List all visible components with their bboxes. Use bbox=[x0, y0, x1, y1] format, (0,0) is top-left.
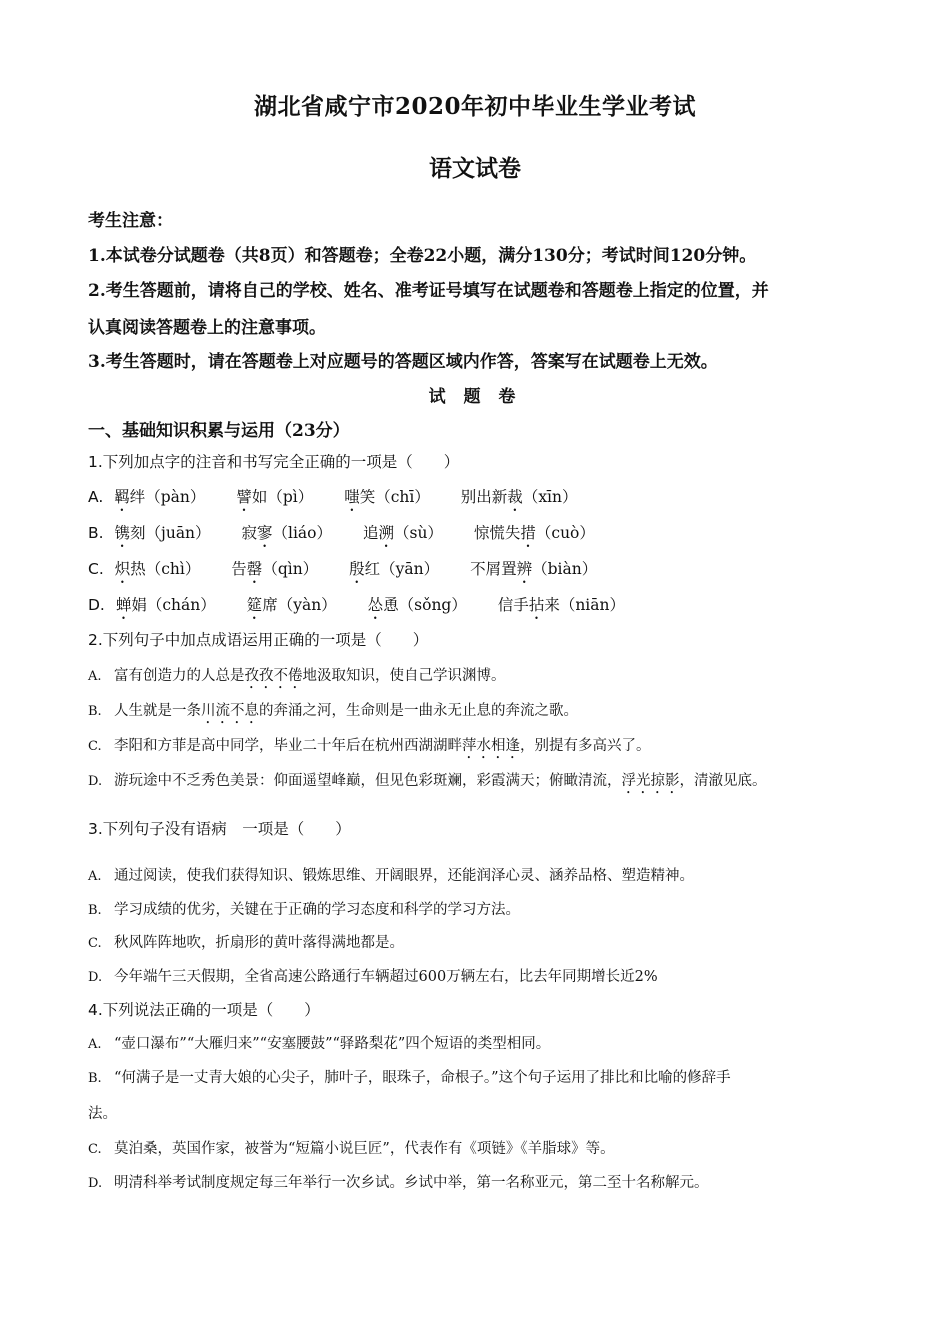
word: 镌刻（juān） bbox=[114, 524, 211, 542]
question-stem: 下列加点字的注音和书写完全正确的一项是（ ） bbox=[102, 453, 460, 471]
notice-item-1: 1.本试卷分试题卷（共8页）和答题卷；全卷22小题，满分130分；考试时间120分钟。 bbox=[88, 246, 757, 266]
word: 怂恿（sǒng） bbox=[367, 596, 467, 614]
q1-option-a: A. 羁绊（pàn） 譬如（pì） 嗤笑（chī） 别出新裁（xīn） bbox=[88, 488, 578, 506]
exam-subtitle: 语文试卷 bbox=[429, 155, 521, 182]
word: 蝉娟（chán） bbox=[115, 596, 216, 614]
q2-option-c: C. 李阳和方菲是高中同学，毕业二十年后在杭州西湖湖畔萍水相逢，别提有多高兴了。 bbox=[88, 738, 651, 754]
question-stem: 下列句子中加点成语运用正确的一项是（ ） bbox=[102, 631, 429, 649]
word: 告罄（qìn） bbox=[231, 560, 319, 578]
q4-option-b-cont: 法。 bbox=[88, 1106, 117, 1122]
question-4 bbox=[88, 998, 320, 1020]
word: 追溯（sù） bbox=[362, 524, 443, 542]
q3-option-d: D. 今年端午三天假期，全省高速公路通行车辆超过600万辆左右，比去年同期增长近2% bbox=[88, 969, 658, 985]
exam-title: 湖北省咸宁市2020年初中毕业生学业考试 bbox=[253, 93, 696, 120]
question-stem: 下列句子没有语病 一项是（ ） bbox=[102, 820, 351, 838]
paper-label: 试 题 卷 bbox=[428, 387, 522, 407]
q1-option-d: D. 蝉娟（chán） 筵席（yàn） 怂恿（sǒng） 信手拈来（niān） bbox=[88, 596, 625, 614]
question-3 bbox=[88, 817, 351, 839]
question-2 bbox=[88, 628, 428, 650]
question-number: 1. bbox=[88, 453, 103, 471]
word: 不屑置辨（biàn） bbox=[470, 560, 598, 578]
section-heading-1: 一、基础知识积累与运用（23分） bbox=[88, 421, 350, 441]
q2-option-d: D. 游玩途中不乏秀色美景：仰面遥望峰巅，但见色彩斑斓，彩霞满天；俯瞰清流，浮光掠影，清澈见底。 bbox=[88, 773, 767, 789]
word: 譬如（pì） bbox=[236, 488, 314, 506]
word: 惊慌失措（cuò） bbox=[473, 524, 595, 542]
notice-item-2-cont: 认真阅读答题卷上的注意事项。 bbox=[88, 318, 326, 338]
word: 筵席（yàn） bbox=[246, 596, 337, 614]
q3-option-a: A. 通过阅读，使我们获得知识、锻炼思维、开阔眼界，还能润泽心灵、涵养品格、塑造精神。 bbox=[88, 868, 694, 884]
word: 嗤笑（chī） bbox=[344, 488, 430, 506]
q1-option-b: B. 镌刻（juān） 寂寥（liáo） 追溯（sù） 惊慌失措（cuò） bbox=[88, 524, 595, 542]
q2-option-a: A. 富有创造力的人总是孜孜不倦地汲取知识，使自己学识渊博。 bbox=[88, 668, 506, 684]
question-number: 3. bbox=[88, 820, 103, 838]
word: 信手拈来（niān） bbox=[497, 596, 625, 614]
word: 炽热（chì） bbox=[114, 560, 201, 578]
word: 寂寥（liáo） bbox=[241, 524, 333, 542]
notice-item-3: 3.考生答题时，请在答题卷上对应题号的答题区域内作答，答案写在试题卷上无效。 bbox=[88, 352, 718, 372]
word: 殷红（yān） bbox=[349, 560, 440, 578]
notice-item-2: 2.考生答题前，请将自己的学校、姓名、准考证号填写在试题卷和答题卷上指定的位置，并 bbox=[88, 281, 769, 301]
q4-option-c: C. 莫泊桑，英国作家，被誉为“短篇小说巨匠”，代表作有《项链》《羊脂球》等。 bbox=[88, 1141, 615, 1157]
q3-option-b: B. 学习成绩的优劣，关键在于正确的学习态度和科学的学习方法。 bbox=[88, 902, 520, 918]
q4-option-a: A. “壶口瀑布”“大雁归来”“安塞腰鼓”“驿路梨花”四个短语的类型相同。 bbox=[88, 1036, 551, 1052]
word: 羁绊（pàn） bbox=[114, 488, 206, 506]
question-stem: 下列说法正确的一项是（ ） bbox=[102, 1001, 320, 1019]
question-number: 4. bbox=[88, 1001, 103, 1019]
q3-option-c: C. 秋风阵阵地吹，折扇形的黄叶落得满地都是。 bbox=[88, 935, 404, 951]
q4-option-b: B. “何满子是一丈青大娘的心尖子，肺叶子，眼珠子，命根子。”这个句子运用了排比和比喻的修辞手 bbox=[88, 1070, 731, 1086]
q1-option-c: C. 炽热（chì） 告罄（qìn） 殷红（yān） 不屑置辨（biàn） bbox=[88, 560, 598, 578]
word: 别出新裁（xīn） bbox=[460, 488, 578, 506]
q2-option-b: B. 人生就是一条川流不息的奔涌之河，生命则是一曲永无止息的奔流之歌。 bbox=[88, 703, 578, 719]
question-1 bbox=[88, 450, 459, 472]
notice-heading: 考生注意： bbox=[88, 211, 173, 231]
question-number: 2. bbox=[88, 631, 103, 649]
q4-option-d: D. 明清科举考试制度规定每三年举行一次乡试。乡试中举，第一名称亚元，第二至十名称解元。 bbox=[88, 1175, 709, 1191]
